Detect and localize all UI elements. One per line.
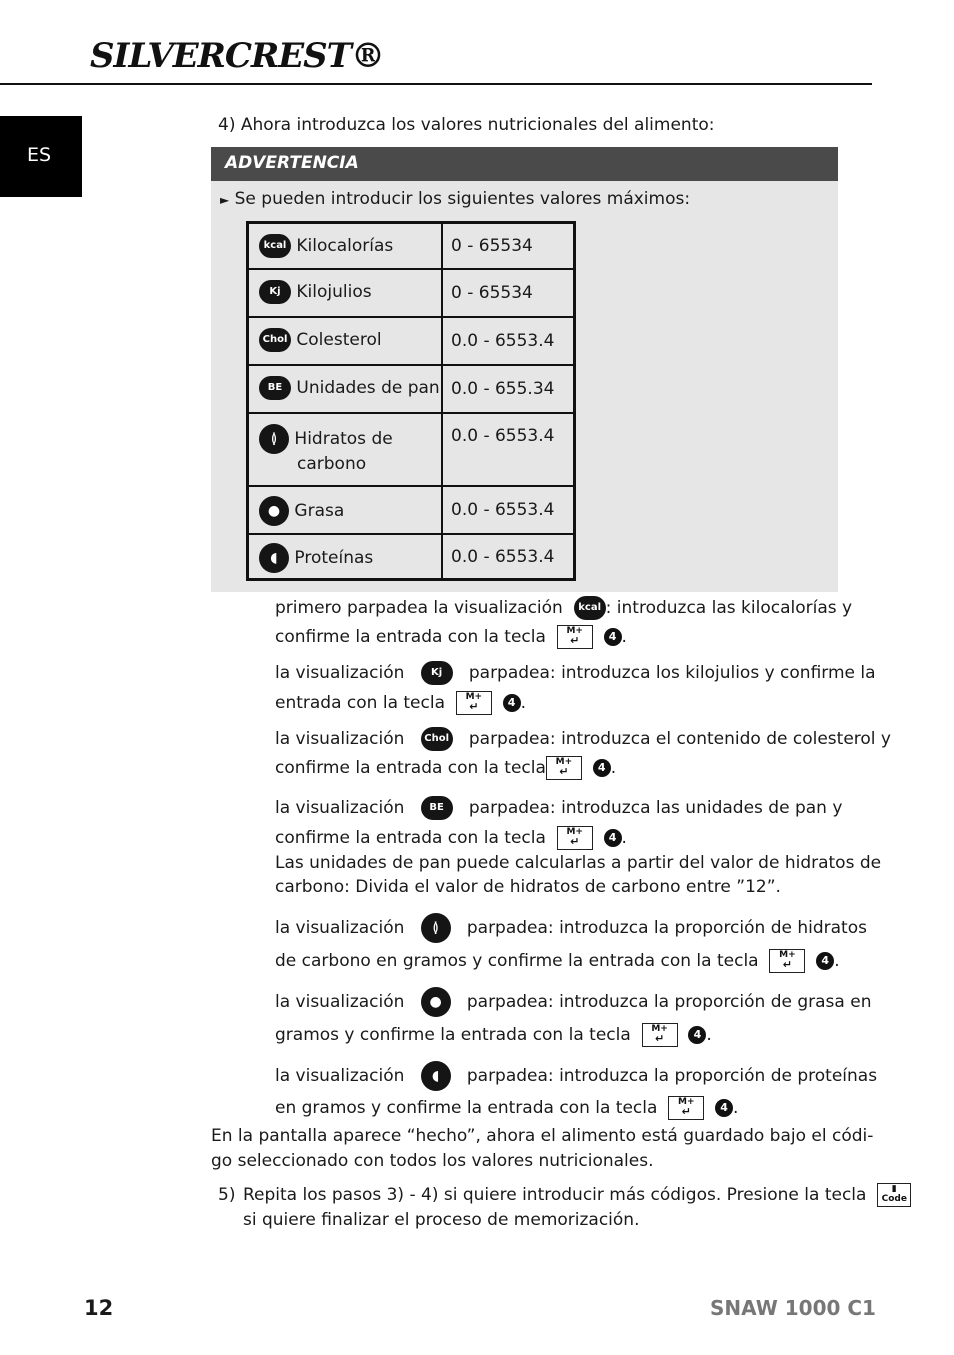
text: de carbono en gramos y confirme la entrada con la tecla [275,951,759,971]
key-bottom: ↵ [782,958,793,971]
reference-4-icon: 4 [688,1026,706,1044]
m-plus-enter-key-icon [456,691,492,715]
m-plus-enter-key-icon [668,1096,704,1120]
table-cell-label [248,413,443,486]
table-cell-label [248,269,443,317]
dot: . [610,758,617,778]
text: confirme la entrada con la tecla [275,627,546,647]
instruction-be-line1 [275,796,842,820]
table-cell-range [442,413,575,486]
text: parpadea: introduzca la proporción de proteínas [466,1066,878,1086]
key-bottom: ↵ [570,634,580,647]
arrow-icon: ► [220,193,230,207]
m-plus-enter-key-icon [546,756,582,780]
row-label-line-2: carbono [297,453,367,474]
table-cell-range [442,534,575,580]
page-number: 12 [84,1296,114,1320]
instruction-kj-line2 [275,691,526,715]
instruction-kcal-line2 [275,625,627,649]
text: : introduzca las kilocalorías y [605,598,853,618]
key-bottom: ↵ [570,835,580,848]
instruction-carbs-line2 [275,949,840,973]
text: la visualización [275,729,405,749]
kj-icon: Kj [259,280,291,304]
step-5-line2: si quiere finalizar el proceso de memorización. [243,1210,640,1230]
m-plus-enter-key-icon [642,1023,678,1047]
dot: . [621,828,627,848]
wheat-icon: ≬ [259,424,289,454]
reference-4-icon: 4 [503,694,521,712]
table-cell-label [248,365,443,413]
table-cell-range [442,317,575,365]
instruction-carbs-line1 [275,913,867,943]
text: Repita los pasos 3) - 4) si quiere introducir más códigos. Presione la tecla [243,1185,867,1205]
instruction-be-line2 [275,826,627,850]
kcal-icon: kcal [259,234,291,258]
step-5-number: 5) [218,1185,236,1205]
kj-icon: Kj [421,661,453,685]
row-range: 0.0 - 6553.4 [451,499,555,520]
closing-line2: go seleccionado con todos los valores nutricionales. [211,1151,654,1171]
text: primero parpadea la visualización [275,598,563,618]
text: confirme la entrada con la tecla [275,828,546,848]
m-plus-enter-key-icon [557,625,593,649]
protein-egg-icon: ◖ [421,1061,451,1091]
protein-egg-icon: ◖ [259,543,289,573]
kcal-icon: kcal [574,596,606,620]
header-rule [0,83,872,85]
dot: . [733,1098,739,1118]
warning-bullet-text: Se pueden introducir los siguientes valores máximos: [234,189,691,209]
reference-4-icon: 4 [604,829,622,847]
dot: . [706,1025,712,1045]
table-cell-label [248,223,443,269]
row-range: 0 - 65534 [451,236,533,256]
text: parpadea: introduzca los kilojulios y confirme la [468,663,876,683]
nutrition-limits-table [246,221,576,581]
text: parpadea: introduzca el contenido de colesterol y [468,729,891,749]
row-range: 0 - 65534 [451,282,533,303]
table-row [248,269,575,317]
text: confirme la entrada con la tecla [275,758,546,778]
step-4-text: 4) Ahora introduzca los valores nutricionales del alimento: [218,115,715,135]
chol-icon: Chol [259,328,291,352]
key-bottom: ↵ [654,1032,665,1045]
key-top: M+ [465,692,483,702]
key-top: M+ [566,626,583,636]
instruction-protein-line2 [275,1096,738,1120]
text: la visualización [275,1066,405,1086]
key-bottom: ↵ [469,700,479,713]
row-range: 0.0 - 6553.4 [451,330,555,351]
table-row [248,486,575,534]
lock-icon: ▮ [891,1184,897,1194]
key-top: M+ [566,827,583,837]
row-label: Hidratos de [294,428,393,449]
row-label: Grasa [294,500,345,521]
text: parpadea: introduzca la proporción de grasa en [466,992,872,1012]
dot: . [834,951,840,971]
row-label: Colesterol [296,329,382,350]
table-cell-range [442,365,575,413]
table-row [248,317,575,365]
instruction-be-note2: carbono: Divida el valor de hidratos de carbono entre ”12”. [275,877,781,897]
table-cell-range [442,269,575,317]
chol-icon: Chol [421,727,453,751]
instruction-be-note1: Las unidades de pan puede calcularlas a partir del valor de hidratos de [275,853,882,873]
key-bottom: ↵ [559,765,569,778]
warning-bullet [220,187,690,212]
table-row [248,223,575,269]
be-icon: BE [421,796,453,820]
row-label: Kilocalorías [296,236,394,256]
dot: . [621,627,627,647]
instruction-protein-line1 [275,1061,877,1091]
table-row [248,413,575,486]
step-5-line1 [243,1183,911,1207]
warning-title: ADVERTENCIA [225,153,359,173]
instruction-chol-line2 [275,756,616,780]
reference-4-icon: 4 [715,1099,733,1117]
row-range: 0.0 - 6553.4 [451,546,555,567]
reference-4-icon: 4 [604,628,622,646]
instruction-chol-line1 [275,727,891,751]
table-row [248,534,575,580]
row-label: Kilojulios [296,281,372,302]
key-bottom: ↵ [681,1105,691,1118]
fat-drop-icon: ● [259,496,289,526]
code-key-icon [877,1183,911,1207]
text: gramos y confirme la entrada con la tecla [275,1025,631,1045]
table-cell-label [248,486,443,534]
language-tab [0,116,82,197]
closing-line1: En la pantalla aparece “hecho”, ahora el alimento está guardado bajo el códi- [211,1126,874,1146]
m-plus-enter-key-icon [769,949,805,973]
instruction-fat-line2 [275,1023,712,1047]
wheat-icon: ≬ [421,913,451,943]
key-top: M+ [677,1097,695,1107]
key-label: Code [881,1194,907,1204]
table-cell-label [248,534,443,580]
warning-header [211,147,838,181]
reference-4-icon: 4 [816,952,834,970]
m-plus-enter-key-icon [557,826,593,850]
text: la visualización [275,992,405,1012]
key-top: M+ [555,757,573,767]
text: entrada con la tecla [275,693,445,713]
instruction-kcal-line1 [275,596,852,620]
dot: . [520,693,527,713]
row-label: Unidades de pan [296,377,440,398]
text: parpadea: introduzca las unidades de pan y [468,798,843,818]
text: la visualización [275,798,405,818]
instruction-kj-line1 [275,661,876,685]
table-row [248,365,575,413]
instruction-fat-line1 [275,987,871,1017]
text: la visualización [275,918,405,938]
text: la visualización [275,663,405,683]
fat-drop-icon: ● [421,987,451,1017]
be-icon: BE [259,376,291,400]
key-top: M+ [779,950,796,960]
row-range: 0.0 - 655.34 [451,378,555,399]
table-cell-range [442,223,575,269]
key-top: M+ [651,1024,668,1034]
table-cell-label [248,317,443,365]
language-label: ES [27,144,52,166]
text: en gramos y confirme la entrada con la tecla [275,1098,658,1118]
row-range: 0.0 - 6553.4 [451,425,555,446]
model-number: SNAW 1000 C1 [710,1296,876,1320]
row-label: Proteínas [294,547,374,568]
table-cell-range [442,486,575,534]
brand-logo: SILVERCREST® [90,36,384,76]
text: parpadea: introduzca la proporción de hidratos [466,918,867,938]
reference-4-icon: 4 [593,759,611,777]
